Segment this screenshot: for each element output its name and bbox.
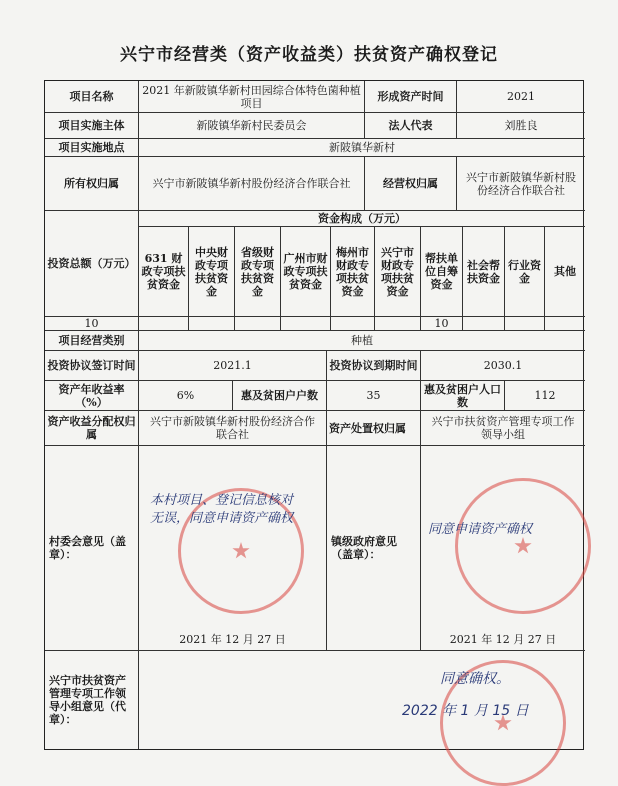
legal-rep: 刘胜良 (457, 113, 585, 139)
label-subject: 项目实施主体 (45, 113, 139, 139)
val-support-unit: 10 (421, 317, 463, 331)
sign-date: 2021.1 (139, 351, 327, 381)
label-fund-composition: 资金构成（万元） (139, 211, 585, 227)
label-village-opinion: 村委会意见（盖章）： (45, 446, 139, 651)
val-xingning (375, 317, 421, 331)
label-asset-time: 形成资产时间 (365, 81, 457, 113)
label-legal-rep: 法人代表 (365, 113, 457, 139)
val-guangzhou (281, 317, 331, 331)
label-operation: 经营权归属 (365, 157, 457, 211)
label-project-name: 项目名称 (45, 81, 139, 113)
fund-col-other: 其他 (545, 227, 585, 317)
expiry-date: 2030.1 (421, 351, 585, 381)
fund-col-social: 社会帮扶资金 (463, 227, 505, 317)
operation-type: 种植 (139, 331, 585, 351)
label-operation-type: 项目经营类别 (45, 331, 139, 351)
location: 新陂镇华新村 (139, 139, 585, 157)
fund-col-central: 中央财政专项扶贫资金 (189, 227, 235, 317)
people: 112 (505, 381, 585, 411)
yield-rate: 6% (139, 381, 233, 411)
town-handwritten-note: 同意申请资产确权 (428, 522, 533, 537)
fund-col-provincial: 省级财政专项扶贫资金 (235, 227, 281, 317)
label-town-opinion: 镇级政府意见（盖章）： (327, 446, 421, 651)
label-expiry-date: 投资协议到期时间 (327, 351, 421, 381)
label-leading-group-opinion: 兴宁市扶贫资产管理专项工作领导小组意见（代章）： (45, 651, 139, 749)
label-income-distribution: 资产收益分配权归属 (45, 411, 139, 446)
leading-group-handwritten-note: 同意确权。 (440, 671, 510, 687)
leading-group-date: 2022 年 1 月 15 日 (402, 703, 529, 719)
implementing-subject: 新陂镇华新村民委员会 (139, 113, 365, 139)
label-ownership: 所有权归属 (45, 157, 139, 211)
fund-col-meizhou: 梅州市财政专项扶贫资金 (331, 227, 375, 317)
val-industry (505, 317, 545, 331)
operation: 兴宁市新陂镇华新村股份经济合作联合社 (457, 157, 585, 211)
label-people: 惠及贫困户人口数 (421, 381, 505, 411)
label-disposal: 资产处置权归属 (327, 411, 421, 446)
val-other (545, 317, 585, 331)
asset-time: 2021 (457, 81, 585, 113)
village-handwritten-note: 本村项目、登记信息核对无误，同意申请资产确权 (150, 493, 294, 526)
val-central (189, 317, 235, 331)
ownership: 兴宁市新陂镇华新村股份经济合作联合社 (139, 157, 365, 211)
households: 35 (327, 381, 421, 411)
label-yield-rate: 资产年收益率（%） (45, 381, 139, 411)
label-location: 项目实施地点 (45, 139, 139, 157)
fund-col-industry: 行业资金 (505, 227, 545, 317)
page-title: 兴宁市经营类（资产收益类）扶贫资产确权登记 (120, 45, 498, 65)
val-provincial (235, 317, 281, 331)
fund-col-xingning: 兴宁市财政专项扶贫资金 (375, 227, 421, 317)
fund-col-guangzhou: 广州市财政专项扶贫资金 (281, 227, 331, 317)
project-name: 2021 年新陂镇华新村田园综合体特色菌种植项目 (139, 81, 365, 113)
disposal: 兴宁市扶贫资产管理专项工作领导小组 (421, 411, 585, 446)
village-date: 2021 年 12 月 27 日 (179, 633, 286, 646)
label-sign-date: 投资协议签订时间 (45, 351, 139, 381)
val-631 (139, 317, 189, 331)
val-social (463, 317, 505, 331)
label-total-investment: 投资总额（万元） (45, 211, 139, 317)
town-date: 2021 年 12 月 27 日 (449, 633, 557, 646)
town-seal-stamp (455, 478, 591, 614)
label-households: 惠及贫困户户数 (233, 381, 327, 411)
registration-form (44, 80, 584, 750)
total-investment: 10 (45, 317, 139, 331)
val-meizhou (331, 317, 375, 331)
income-distribution: 兴宁市新陂镇华新村股份经济合作联合社 (139, 411, 327, 446)
fund-col-631: 631 财政专项扶贫资金 (139, 227, 189, 317)
fund-col-support-unit: 帮扶单位自筹资金 (421, 227, 463, 317)
